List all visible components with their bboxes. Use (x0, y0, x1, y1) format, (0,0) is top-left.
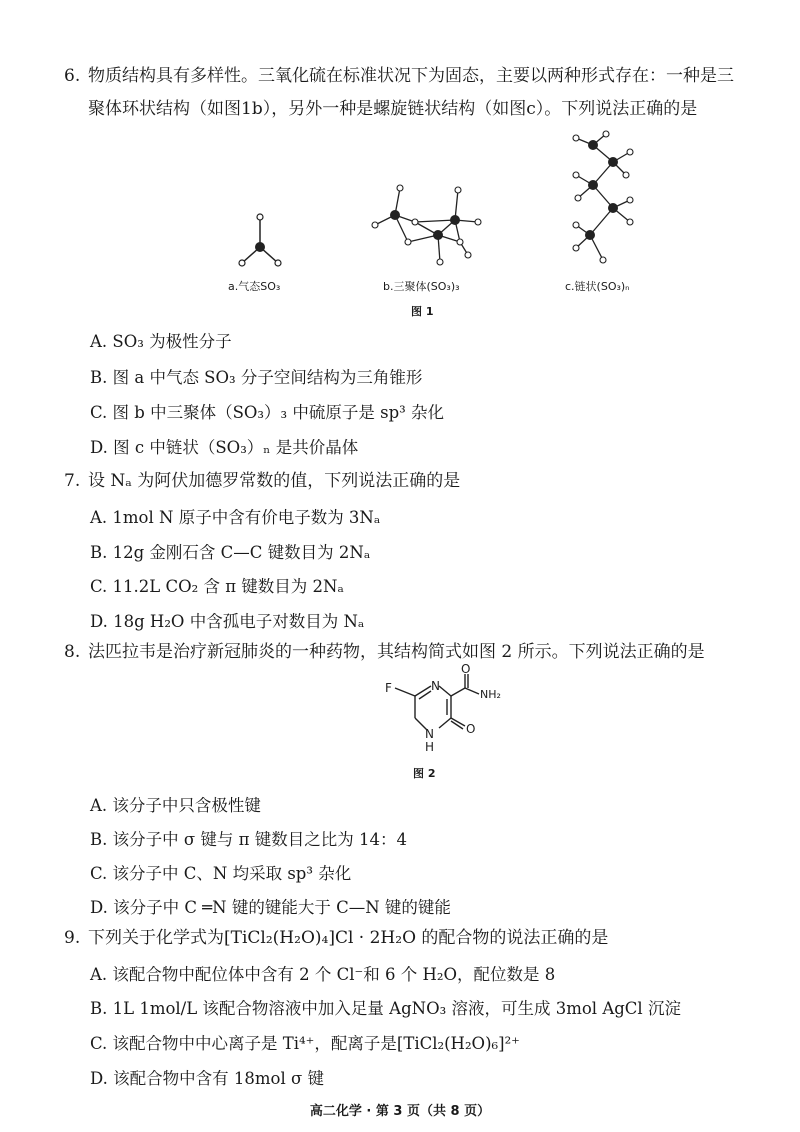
question-9-option-a: A. 该配合物中配位体中含有 2 个 Cl⁻和 6 个 H₂O，配位数是 8 (90, 965, 556, 984)
question-7-line1: 设 Nₐ 为阿伏加德罗常数的值，下列说法正确的是 (88, 471, 461, 491)
figure-1a-caption: a.气态SO₃ (228, 280, 281, 293)
question-6-option-c: C. 图 b 中三聚体（SO₃）₃ 中硫原子是 sp³ 杂化 (90, 403, 445, 422)
figure-1b-caption: b.三聚体(SO₃)₃ (383, 280, 460, 293)
oxygen-atom-icon (239, 260, 245, 266)
question-9-number: 9. (64, 928, 81, 948)
question-7-option-b: B. 12g 金刚石含 C—C 键数目为 2Nₐ (90, 543, 371, 562)
question-9-option-b: B. 1L 1mol/L 该配合物溶液中加入足量 AgNO₃ 溶液，可生成 3mol AgCl 沉淀 (90, 999, 681, 1018)
sulfur-atom-icon (588, 180, 598, 190)
figure-1c-chain (568, 130, 643, 275)
sulfur-atom-icon (608, 203, 618, 213)
question-6-line1: 物质结构具有多样性。三氧化硫在标准状况下为固态，主要以两种形式存在：一种是三 (88, 66, 734, 86)
question-9-option-d: D. 该配合物中含有 18mol σ 键 (90, 1069, 324, 1088)
sulfur-atom-icon (585, 230, 595, 240)
amide-nh2-label: NH₂ (480, 688, 501, 701)
question-7-option-d: D. 18g H₂O 中含孤电子对数目为 Nₐ (90, 612, 365, 631)
amide-oxygen-label: O (461, 662, 471, 676)
question-7-number: 7. (64, 471, 81, 491)
nh-hydrogen-label: H (425, 740, 435, 754)
question-8-line1: 法匹拉韦是治疗新冠肺炎的一种药物，其结构简式如图 2 所示。下列说法正确的是 (88, 642, 705, 662)
question-7-stem (64, 465, 774, 498)
question-8-option-b: B. 该分子中 σ 键与 π 键数目之比为 14：4 (90, 830, 407, 849)
question-9-line1: 下列关于化学式为[TiCl₂(H₂O)₄]Cl · 2H₂O 的配合物的说法正确的是 (88, 928, 609, 948)
question-8-number: 8. (64, 642, 81, 662)
question-8-option-c: C. 该分子中 C、N 均采取 sp³ 杂化 (90, 864, 352, 883)
ring-nitrogen-bottom-label: N (425, 727, 434, 741)
question-9-option-c: C. 该配合物中中心离子是 Ti⁴⁺，配离子是[TiCl₂(H₂O)₆]²⁺ (90, 1034, 520, 1053)
sulfur-atom-icon (588, 140, 598, 150)
figure-1b-trimer-ring (370, 180, 490, 275)
fluorine-label: F (385, 681, 392, 695)
question-6-stem (64, 60, 774, 126)
question-6-option-b: B. 图 a 中气态 SO₃ 分子空间结构为三角锥形 (90, 368, 423, 387)
figure-1-label: 图 1 (411, 305, 434, 318)
ring-carbonyl-oxygen-label: O (466, 722, 476, 736)
figure-1a-gaseous-so3 (230, 205, 290, 275)
question-7-option-a: A. 1mol N 原子中含有价电子数为 3Nₐ (90, 508, 381, 527)
figure-1c-caption: c.链状(SO₃)ₙ (565, 280, 630, 293)
question-9-stem (64, 922, 774, 955)
sulfur-atom-icon (450, 215, 460, 225)
question-8-option-a: A. 该分子中只含极性键 (90, 796, 261, 815)
question-6-line2: 聚体环状结构（如图1b），另外一种是螺旋链状结构（如图c）。下列说法正确的是 (88, 99, 698, 119)
sulfur-atom-icon (255, 242, 265, 252)
question-6-option-d: D. 图 c 中链状（SO₃）ₙ 是共价晶体 (90, 438, 359, 457)
page-footer: 高二化学 · 第 3 页（共 8 页） (309, 1104, 491, 1119)
question-7-option-c: C. 11.2L CO₂ 含 π 键数目为 2Nₐ (90, 577, 344, 596)
ring-nitrogen-top-label: N (431, 679, 440, 693)
question-6-number: 6. (64, 66, 81, 86)
figure-2-favipiravir-structure (365, 662, 505, 758)
figure-2-label: 图 2 (413, 767, 436, 780)
sulfur-atom-icon (608, 157, 618, 167)
sulfur-atom-icon (433, 230, 443, 240)
question-8-option-d: D. 该分子中 C ═N 键的键能大于 C—N 键的键能 (90, 898, 451, 917)
question-6-option-a: A. SO₃ 为极性分子 (90, 332, 232, 351)
question-8-stem (64, 636, 774, 669)
sulfur-atom-icon (390, 210, 400, 220)
oxygen-atom-icon (257, 214, 263, 220)
oxygen-atom-icon (275, 260, 281, 266)
